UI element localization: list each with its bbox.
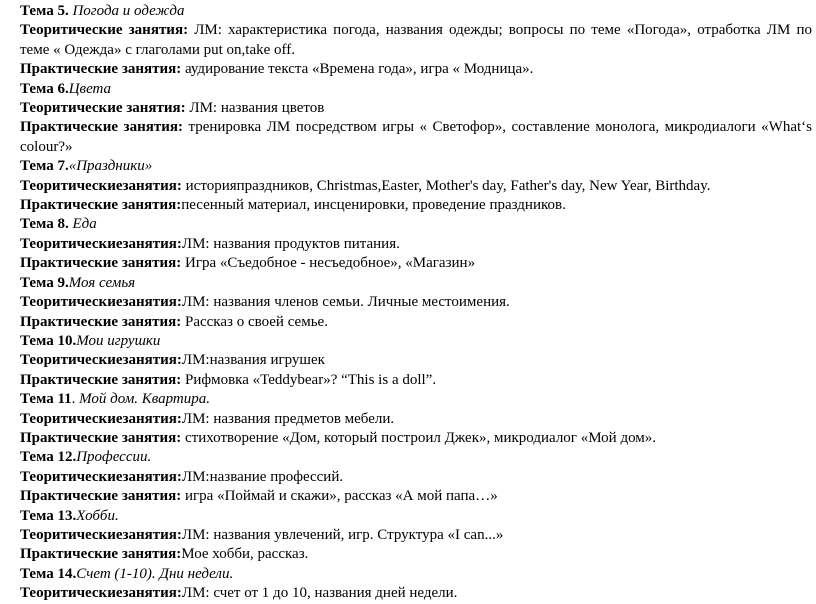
body-text: аудирование текста «Времена года», игра « Модница».: [181, 61, 534, 78]
text-line: [20, 410, 812, 429]
section-label: Практические занятия:: [20, 313, 182, 330]
topic-title: Профессии.: [76, 449, 152, 466]
section-label: Тема 13.: [20, 507, 77, 524]
section-label: Тема 7.: [20, 158, 69, 175]
section-label: Теоритические занятия:: [20, 100, 186, 117]
body-text: ЛМ: названия членов семьи. Личные местоимения.: [181, 294, 510, 311]
text-line: [20, 118, 812, 157]
text-line: [20, 254, 812, 273]
text-line: [20, 2, 812, 21]
section-label: Тема 5.: [20, 3, 73, 19]
text-line: [20, 215, 812, 234]
section-label: Теоритическиезанятия:: [20, 235, 182, 252]
topic-title: Счет (1-10). Дни недели.: [76, 565, 234, 582]
body-text: ЛМ:названия игрушек: [181, 352, 325, 369]
section-label: Теоритическиезанятия:: [20, 468, 182, 485]
section-label: Тема 12.: [20, 449, 77, 466]
body-text: ЛМ: характеристика погода, названия одежды; вопросы по теме «Погода», отработка ЛМ по теме « Одежда» с глаголами put on,take off.: [20, 22, 812, 58]
section-label: Практические занятия:: [20, 61, 182, 78]
body-text: игра «Поймай и скажи», рассказ «А мой папа…»: [181, 488, 498, 505]
section-label: Практические занятия:: [20, 197, 182, 214]
body-text: тренировка ЛМ посредством игры « Светофор», составление монолога, микродиалоги «What‘s colour?»: [20, 119, 812, 155]
section-label: Практические занятия:: [20, 488, 182, 505]
text-line: [20, 468, 812, 487]
section-label: Теоритическиезанятия:: [20, 526, 182, 543]
text-line: [20, 371, 812, 390]
body-text: стихотворение «Дом, который построил Джек», микродиалог «Мой дом».: [181, 429, 657, 446]
text-line: [20, 332, 812, 351]
body-text: .: [71, 391, 80, 408]
section-label: Теоритическиезанятия:: [20, 177, 182, 194]
text-line: [20, 313, 812, 332]
text-line: [20, 99, 812, 118]
text-line: [20, 487, 812, 506]
text-line: [20, 157, 812, 176]
text-line: [20, 565, 812, 584]
section-label: Практические занятия:: [20, 255, 182, 272]
body-text: Мое хобби, рассказ.: [181, 546, 309, 563]
section-label: Практические занятия:: [20, 546, 182, 563]
text-line: [20, 526, 812, 545]
body-text: ЛМ:название профессий.: [181, 468, 344, 485]
text-line: [20, 80, 812, 99]
text-line: [20, 448, 812, 467]
body-text: историяпраздников, Christmas,Easter, Mother's day, Father's day, New Year, Birthday.: [181, 177, 711, 194]
topic-title: Цвета: [68, 80, 112, 97]
topic-title: Мой дом. Квартира.: [79, 391, 211, 408]
section-label: Теоритическиезанятия:: [20, 410, 182, 427]
section-label: Тема 9.: [20, 274, 69, 291]
topic-title: Погода и одежда: [72, 3, 185, 19]
text-line: [20, 390, 812, 409]
text-line: [20, 351, 812, 370]
body-text: Рифмовка «Teddybear»? “This is a doll”.: [181, 371, 437, 388]
topic-title: Еда: [72, 216, 97, 233]
section-label: Теоритическиезанятия:: [20, 294, 182, 311]
text-line: [20, 429, 812, 448]
topic-title: «Праздники»: [68, 158, 153, 175]
text-line: [20, 196, 812, 215]
topic-title: Моя семья: [68, 274, 136, 291]
text-line: [20, 177, 812, 196]
body-text: ЛМ: названия цветов: [185, 100, 325, 117]
section-label: Тема 8.: [20, 216, 73, 233]
text-line: [20, 60, 812, 79]
section-label: Практические занятия:: [20, 429, 182, 446]
text-line: [20, 507, 812, 526]
section-label: Тема 14.: [20, 565, 77, 582]
text-line: [20, 545, 812, 564]
body-text: Игра «Съедобное - несъедобное», «Магазин»: [181, 255, 476, 272]
body-text: ЛМ: названия увлечений, игр. Структура «I can...»: [181, 526, 504, 543]
text-line: [20, 235, 812, 254]
body-text: ЛМ: названия предметов мебели.: [181, 410, 395, 427]
section-label: Тема 6.: [20, 80, 69, 97]
text-line: [20, 274, 812, 293]
topic-title: Мои игрушки: [76, 332, 161, 349]
body-text: ЛМ: названия продуктов питания.: [181, 235, 400, 252]
text-line: [20, 293, 812, 312]
body-text: ЛМ: счет от 1 до 10, названия дней недели.: [181, 585, 458, 602]
text-line: [20, 21, 812, 60]
section-label: Теоритическиезанятия:: [20, 585, 182, 602]
text-line: [20, 584, 812, 603]
section-label: Тема 10.: [20, 332, 77, 349]
section-label: Теоритическиезанятия:: [20, 352, 182, 369]
topic-title: Хобби.: [76, 507, 119, 524]
section-label: Теоритические занятия:: [20, 22, 189, 39]
body-text: песенный материал, инсценировки, проведение праздников.: [181, 197, 566, 214]
body-text: Рассказ о своей семье.: [181, 313, 328, 330]
section-label: Тема 11: [20, 391, 72, 408]
section-label: Практические занятия:: [20, 371, 182, 388]
section-label: Практические занятия:: [20, 119, 183, 136]
